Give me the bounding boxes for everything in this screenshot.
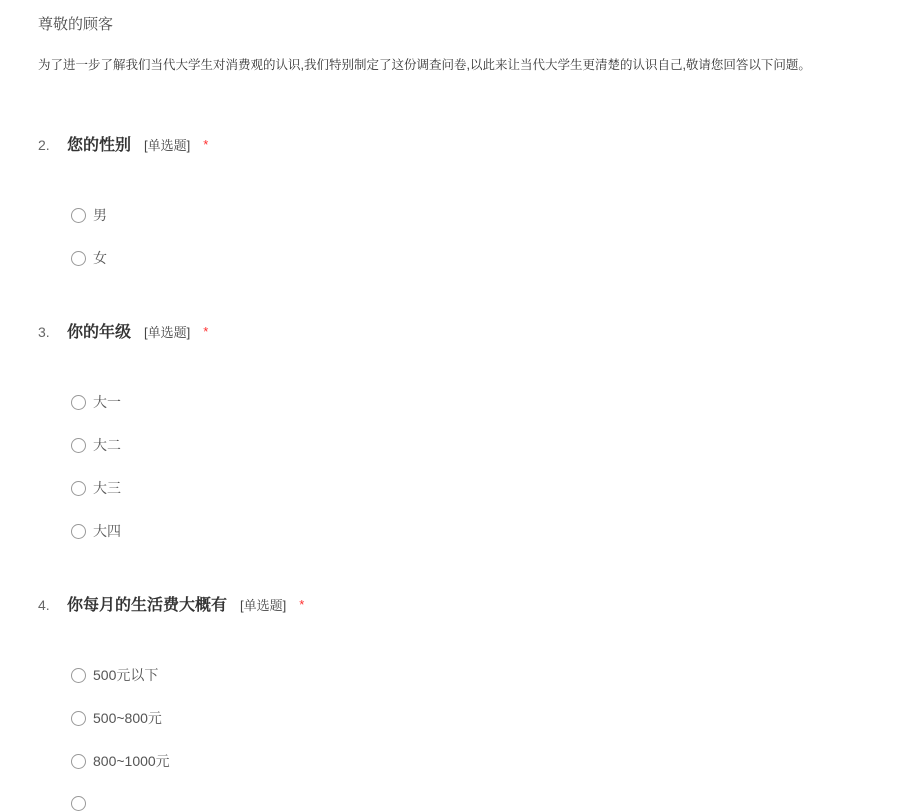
option-row[interactable] — [71, 523, 862, 539]
question-number: 3. — [38, 324, 50, 340]
question-type-label: [单选题] — [144, 325, 191, 340]
required-asterisk: * — [203, 324, 209, 339]
radio-button-icon[interactable] — [71, 251, 86, 266]
radio-button-icon[interactable] — [71, 668, 86, 683]
option-label: 大一 — [93, 394, 121, 410]
options-list — [71, 667, 862, 811]
option-row[interactable] — [71, 480, 862, 496]
question-number: 4. — [38, 597, 50, 613]
question-title: 你的年级 — [67, 324, 132, 341]
radio-button-icon[interactable] — [71, 754, 86, 769]
radio-button-icon[interactable] — [71, 711, 86, 726]
required-asterisk: * — [299, 597, 305, 612]
question-type-label: [单选题] — [144, 138, 191, 153]
question-number: 2. — [38, 137, 50, 153]
option-label: 女 — [93, 250, 107, 266]
option-label: 男 — [93, 207, 107, 223]
radio-button-icon[interactable] — [71, 796, 86, 811]
question-monthly-expense — [38, 597, 862, 811]
question-title: 你每月的生活费大概有 — [67, 597, 228, 614]
radio-button-icon[interactable] — [71, 438, 86, 453]
question-title: 您的性别 — [67, 137, 132, 154]
survey-description: 为了进一步了解我们当代大学生对消费观的认识,我们特别制定了这份调查问卷,以此来让当代大学生更清楚的认识自己,敬请您回答以下问题。 — [38, 58, 811, 72]
option-label: 大三 — [93, 480, 121, 496]
option-row[interactable] — [71, 250, 862, 266]
option-row[interactable] — [71, 710, 862, 726]
option-row[interactable] — [71, 207, 862, 223]
option-row[interactable] — [71, 753, 862, 769]
question-grade — [38, 324, 862, 539]
options-list — [71, 394, 862, 539]
option-row[interactable] — [71, 667, 862, 683]
option-label: 800~1000元 — [93, 753, 170, 769]
radio-button-icon[interactable] — [71, 208, 86, 223]
option-label: 500~800元 — [93, 710, 162, 726]
question-header — [38, 324, 862, 341]
radio-button-icon[interactable] — [71, 395, 86, 410]
option-row[interactable] — [71, 796, 862, 811]
question-gender — [38, 137, 862, 266]
radio-button-icon[interactable] — [71, 481, 86, 496]
question-type-label: [单选题] — [240, 598, 287, 613]
radio-button-icon[interactable] — [71, 524, 86, 539]
question-header — [38, 597, 862, 614]
option-label: 大四 — [93, 523, 121, 539]
options-list — [71, 207, 862, 266]
survey-title: 尊敬的顾客 — [38, 16, 114, 33]
option-label: 500元以下 — [93, 667, 159, 683]
question-header — [38, 137, 862, 154]
option-label: 大二 — [93, 437, 121, 453]
option-row[interactable] — [71, 394, 862, 410]
required-asterisk: * — [203, 137, 209, 152]
option-row[interactable] — [71, 437, 862, 453]
